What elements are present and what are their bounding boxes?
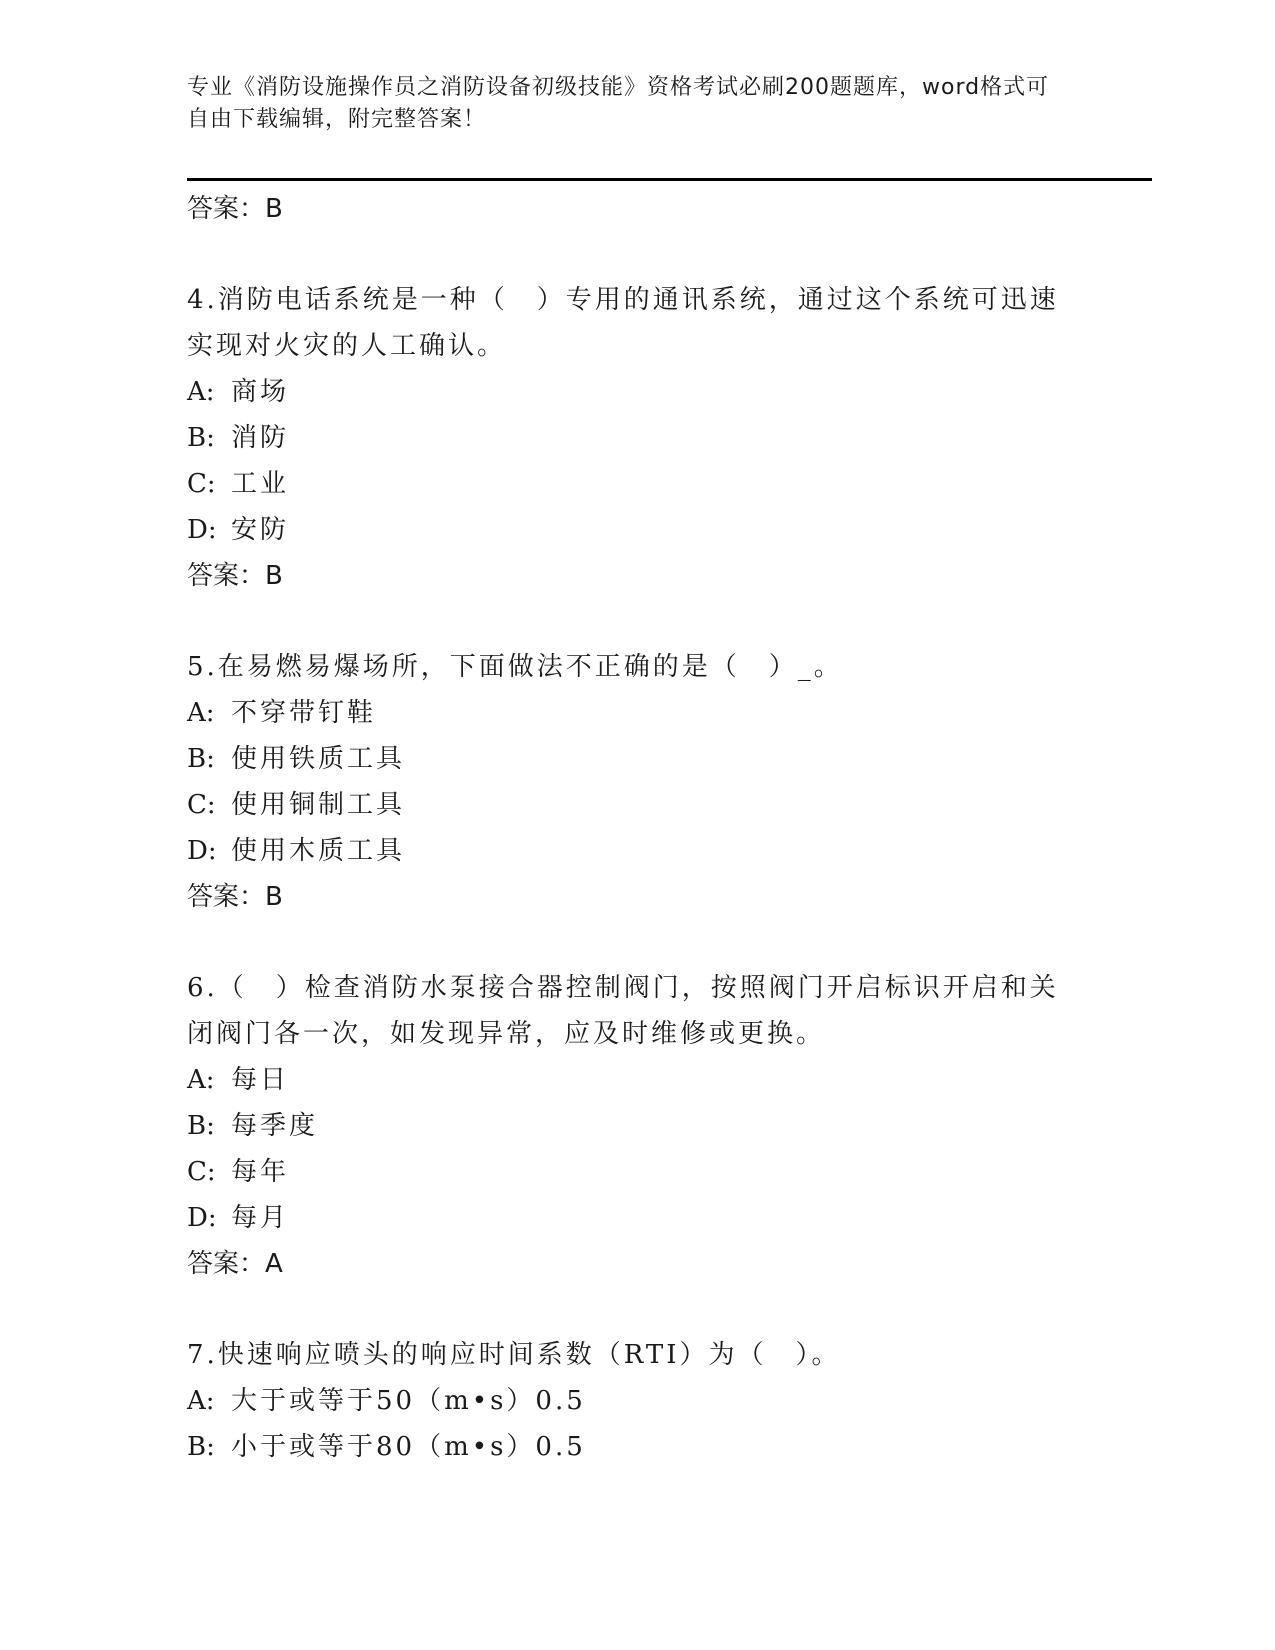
option-key: D: <box>187 1203 217 1233</box>
option-text: 消防 <box>231 423 290 453</box>
option-key: B: <box>187 1111 215 1141</box>
option-key: B: <box>187 1432 215 1462</box>
option-text: 每年 <box>231 1157 290 1187</box>
question-item <box>187 277 1087 599</box>
option-b <box>187 415 1087 461</box>
option-key: A: <box>187 377 215 407</box>
option-a <box>187 1057 1087 1103</box>
option-key: D: <box>187 515 217 545</box>
option-c <box>187 461 1087 507</box>
option-text: 商场 <box>231 377 290 407</box>
option-b <box>187 1424 1087 1470</box>
option-key: A: <box>187 1386 215 1416</box>
question-item <box>187 1332 1087 1470</box>
header-divider <box>187 178 1152 181</box>
option-d <box>187 1195 1087 1241</box>
question-list <box>187 186 1087 1470</box>
option-text: 小于或等于80（m•s）0.5 <box>231 1432 586 1462</box>
option-a <box>187 1378 1087 1424</box>
question-item <box>187 965 1087 1287</box>
question-stem: 7.快速响应喷头的响应时间系数（RTI）为（ ）。 <box>187 1340 841 1370</box>
option-text: 每日 <box>231 1065 290 1095</box>
option-key: A: <box>187 1065 215 1095</box>
option-d <box>187 828 1087 874</box>
option-key: B: <box>187 423 215 453</box>
option-text: 使用铁质工具 <box>231 744 406 774</box>
option-key: A: <box>187 698 215 728</box>
option-a <box>187 690 1087 736</box>
option-text: 每季度 <box>231 1111 319 1141</box>
document-header: 专业《消防设施操作员之消防设备初级技能》资格考试必刷200题题库，word格式可自由下载编辑，附完整答案！ <box>187 75 1050 132</box>
option-b <box>187 736 1087 782</box>
answer-line: 答案：B <box>187 882 283 912</box>
option-text: 大于或等于50（m•s）0.5 <box>231 1386 586 1416</box>
question-stem: 5.在易燃易爆场所，下面做法不正确的是（ ）_。 <box>187 652 843 682</box>
question-stem: 4.消防电话系统是一种（ ）专用的通讯系统，通过这个系统可迅速实现对火灾的人工确认。 <box>187 285 1059 361</box>
option-key: D: <box>187 836 217 866</box>
option-c <box>187 1149 1087 1195</box>
question-item <box>187 644 1087 920</box>
answer-line: 答案：A <box>187 1249 283 1279</box>
option-text: 使用木质工具 <box>231 836 406 866</box>
option-text: 工业 <box>231 469 290 499</box>
answer-line: 答案：B <box>187 194 283 224</box>
option-d <box>187 507 1087 553</box>
option-text: 每月 <box>231 1203 290 1233</box>
option-c <box>187 782 1087 828</box>
answer-line: 答案：B <box>187 561 283 591</box>
option-key: C: <box>187 469 216 499</box>
option-key: C: <box>187 790 216 820</box>
option-text: 使用铜制工具 <box>231 790 406 820</box>
option-text: 不穿带钉鞋 <box>231 698 377 728</box>
question-stem: 6.（ ）检查消防水泵接合器控制阀门，按照阀门开启标识开启和关闭阀门各一次，如发现异常，应及时维修或更换。 <box>187 973 1059 1049</box>
option-a <box>187 369 1087 415</box>
option-b <box>187 1103 1087 1149</box>
option-key: C: <box>187 1157 216 1187</box>
option-key: B: <box>187 744 215 774</box>
option-text: 安防 <box>231 515 290 545</box>
